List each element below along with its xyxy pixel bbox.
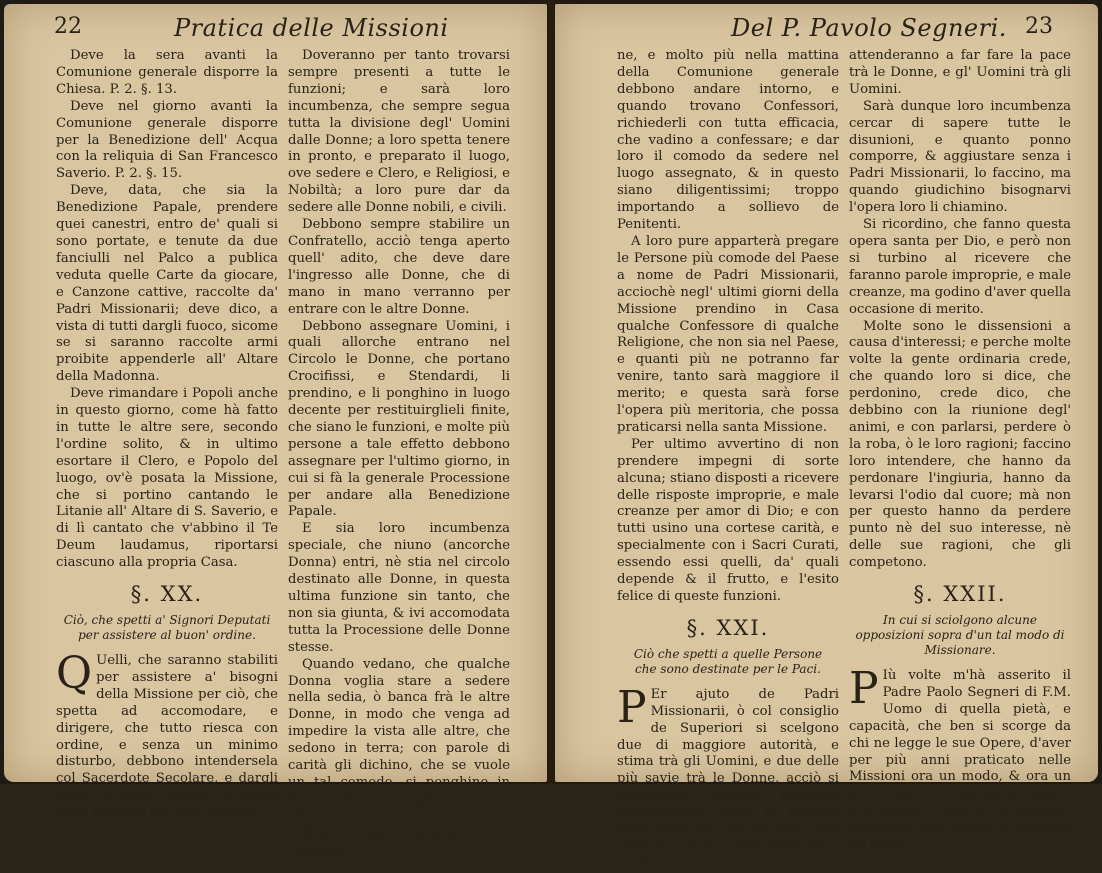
left-column-2 <box>288 48 510 860</box>
right-page <box>555 4 1098 871</box>
paragraph: ne, e molto più nella mattina della Comunione generale debbono andare intorno, e quando trovano Confessori, richiederli con tutta efficacia, che vadino a confessare; e dar loro il comodo da sedere nel luogo assegnato, & in questo siano diligentissimi; troppo importando a sollievo de Penitenti. <box>617 48 839 233</box>
right-running-head: Del P. Pavolo Segneri. <box>731 14 1007 42</box>
paragraph: Debbono sempre stabilire un Confratello, acciò tenga aperto quell' adito, che deve dare l'ingresso alle Donne, che di mano in mano verranno per entrare con le altre Donne. <box>288 217 510 317</box>
section-title: §. XXII. <box>913 582 1007 607</box>
left-column-1 <box>56 48 278 822</box>
right-column-2 <box>849 48 1071 854</box>
paragraph: attenderanno a far fare la pace trà le Donne, e gl' Uomini trà gli Uomini. <box>849 48 1071 97</box>
paragraph: Negl' ultimi giorni della Missione, <box>288 825 510 858</box>
paragraph: Deve rimandare i Popoli anche in questo giorno, come hà fatto in tutte le altre sere, secondo l'ordine solito, & in ultimo esortare il Clero, e Popolo del luogo, ov'è posata la Missione, che si portino cantando le Litanie all' Altare di S. Saverio, e di lì cantato che v'abbino il Te Deum laudamus, riportarsi ciascuno alla propria Casa. <box>56 386 278 571</box>
right-page-number: 23 <box>1025 14 1053 39</box>
paragraph: Doveranno per tanto trovarsi sempre presenti a tutte le funzioni; e sarà loro incumbenza, che sempre segua tutta la divisione degl' Uomini dalle Donne; a loro spetta tenere in pronto, e preparato il luogo, ove sedere e Clero, e Religiosi, e Nobiltà; a loro pure dar da sedere alle Donne nobili, e civili. <box>288 48 510 216</box>
section-subtitle: Ciò che spetti a quelle Persone che sono destinate per le Paci. <box>633 646 823 676</box>
paragraph: Deve nel giorno avanti la Comunione generale disporre per la Benedizione dell' Acqua con la reliquia di San Francesco Saverio. P. 2. §. 15. <box>56 98 278 182</box>
section-title: §. XXI. <box>686 615 770 640</box>
left-page <box>4 4 547 858</box>
paragraph: Debbono assegnare Uomini, i quali allorche entrano nel Circolo le Donne, che portano Crocifissi, e Stendardi, li prendino, e li ponghino in luogo decente per restituirglieli finite, che siano le funzioni, e molte più persone a tale effetto debbono assegnare per l'ultimo giorno, in cui si fà la generale Processione per andare alla Benedizione Papale. <box>288 318 510 520</box>
paragraph: E sia loro incumbenza speciale, che niuno (ancorche Donna) entri, nè stia nel circolo destinato alle Donne, in questa ultima funzione sin tanto, che non sia giunta, & ivi accomodata tutta la Processione delle Donne stesse. <box>288 521 510 655</box>
paragraph: Deve, data, che sia la Benedizione Papale, prendere quei canestri, entro de' quali si sono portate, e tenute da due fanciulli nel Palco a publica veduta quelle Carte da giocare, e Canzone cattive, raccolte da' Padri Missionarii; deve dico, a vista di tutti dargli fuoco, sicome se si saranno raccolte armi proibite appenderle all' Altare della Madonna. <box>56 183 278 385</box>
section-title: §. XX. <box>130 582 204 607</box>
paragraph: Quando vedano, che qualche Donna voglia stare a sedere nella sedia, ò banca frà le altre Donne, in modo che venga ad impedire la vista alle altre, che sedono in terra; con parole di carità gli dichino, che se vuole un tal comodo, si ponghino in luogo, che non tolghino la vista alle altre. <box>288 656 510 824</box>
section-subtitle: In cui si sciolgono alcune opposizioni sopra d'un tal modo di Missionare. <box>855 613 1065 657</box>
dropcap-paragraph <box>56 648 278 822</box>
dropcap-text: Er ajuto de Padri Missionarii, ò col consiglio de Superiori si scelgono due di maggiore autorità, e stima trà gli Uomini, e due delle più savie trà le Donne, acciò si contentino d'esser nominati publicamente finita la Predica della Pace; per dar di mano alla riunione degl' animi disgustati; Le Donne <box>617 686 839 871</box>
dropcap-letter: Q <box>56 648 93 699</box>
dropcap-letter: P <box>617 681 647 733</box>
left-running-head: Pratica delle Missioni <box>174 14 449 42</box>
paragraph: Molte sono le dissensioni a causa d'interessi; e perche molte volte la gente ordinaria crede, che quando loro si dice, che perdonino, crede dico, che debbino con la riunione degl' animi, e con parlarsi, perdere ò la roba, ò le loro ragioni; faccino loro intendere, che hanno da perdonare l'ingiuria, hanno da levarsi l'odio dal cuore; mà non per questo hanno da perdere punto nè del suo interesse, nè delle sue ragioni, che gli competono. <box>849 318 1071 571</box>
paragraph: Sarà dunque loro incumbenza cercar di sapere tutte le disunioni, e quanto ponno comporre, & aggiustare senza i Padri Missionarii, lo faccino, ma quando giudichino bisognarvi l'opera loro li chiamino. <box>849 98 1071 216</box>
dropcap-letter: P <box>849 663 879 714</box>
dropcap-text: Iù volte m'hà asserito il Padre Paolo Segneri di F.M. Uomo di quella pietà, e capacità, che ben si scorge da chi ne legge le sue Opere, d'aver per più anni praticato nelle Missioni ora un modo, & ora un altro, mà che finalmente questo gl'è sempre riuscito di maggior vantaggio alle Anime; & allorche mi lasciò <box>849 668 1071 853</box>
dropcap-paragraph <box>849 663 1071 854</box>
right-column-1 <box>617 48 839 873</box>
section-subtitle: Ciò, che spetti a' Signori Deputati per assistere al buon' ordine. <box>63 613 271 642</box>
paragraph: A loro pure apparterà pregare le Persone più comode del Paese a nome de Padri Missionarii, acciochè negl' ultimi giorni della Missione prendino in Casa qualche Confessore di qualche Religione, che non sia nel Paese, e quanti più ne potranno far venire, tanto sarà maggiore il merito; e questa sarà forse l'opera più meritoria, che possa praticarsi nella santa Missione. <box>617 233 839 435</box>
dropcap-paragraph <box>617 681 839 873</box>
left-page-number: 22 <box>54 14 82 39</box>
paragraph: Deve la sera avanti la Comunione generale disporre la Chiesa. P. 2. §. 13. <box>56 48 278 97</box>
paragraph: Per ultimo avvertino di non prendere impegni di sorte alcuna; stiano disposti a ricevere delle risposte improprie, e male creanze per amor di Dio; e con tutti usino una cortese carità, e specialmente con i Sacri Curati, essendo essi quelli, da' quali depende & il frutto, e l'esito felice di queste funzioni. <box>617 436 839 604</box>
paragraph: Si ricordino, che fanno questa opera santa per Dio, e però non si turbino al ricevere che faranno parole improprie, e male creanze, ma godino d'aver quella occasione di merito. <box>849 217 1071 317</box>
dropcap-text: Uelli, che saranno stabiliti per assistere a' bisogni della Missione per ciò, che spetta ad accomodare, e dirigere, che tutto riesca con ordine, e senza un minimo disturbo, debbono intendersela col Sacerdote Secolare, e dargli tutta la mano perche il luogo delle funzioni sia ben disposto. <box>56 653 278 821</box>
